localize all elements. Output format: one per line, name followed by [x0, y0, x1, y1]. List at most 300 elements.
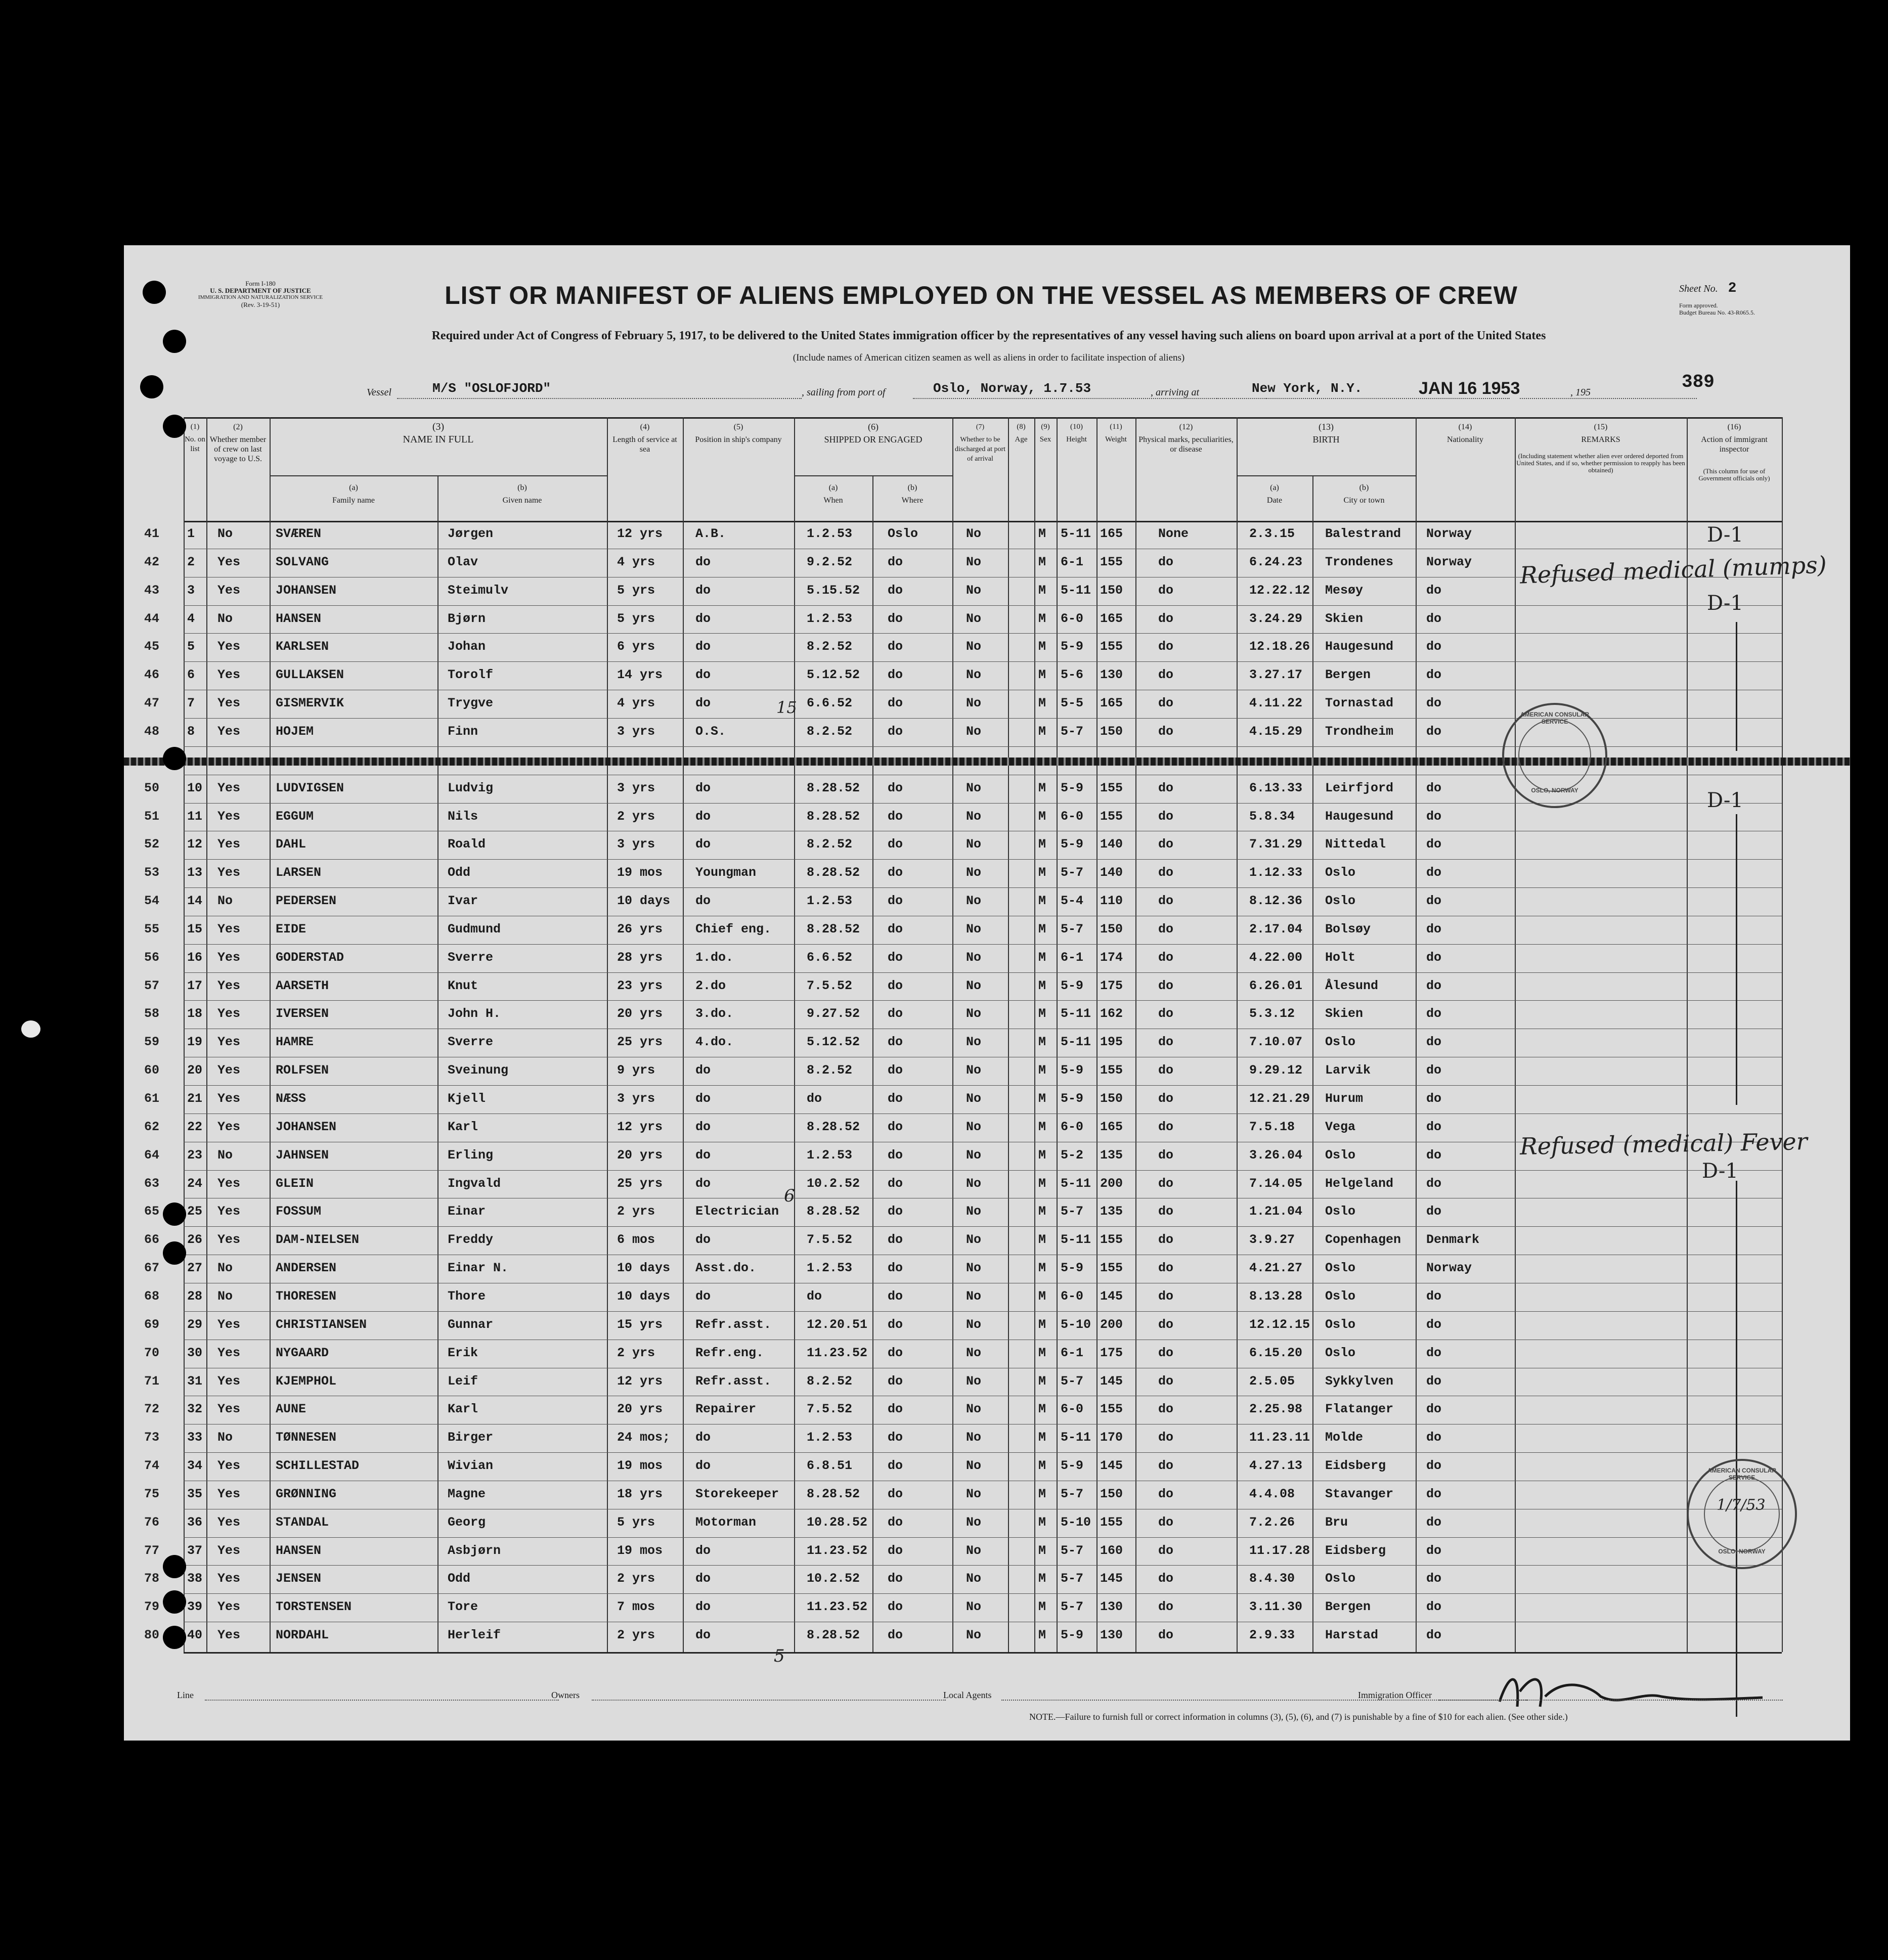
- discharge: No: [966, 1119, 982, 1134]
- physical-marks: do: [1158, 724, 1174, 739]
- birth-date: 11.17.28: [1249, 1543, 1310, 1558]
- table-row: [124, 894, 1850, 922]
- position: do: [695, 1571, 711, 1586]
- last-voyage: Yes: [217, 1232, 241, 1248]
- family-name: JOHANSEN: [276, 583, 337, 598]
- nationality: do: [1426, 583, 1442, 598]
- crew-table: [124, 245, 1850, 1741]
- position: Youngman: [695, 865, 757, 880]
- table-row: [124, 1628, 1850, 1656]
- position: do: [695, 1628, 711, 1643]
- position: do: [695, 1288, 711, 1304]
- physical-marks: do: [1158, 950, 1174, 965]
- margin-line-number: 58: [144, 1006, 160, 1021]
- last-voyage: No: [217, 1261, 233, 1276]
- shipped-when: 5.15.52: [807, 583, 860, 598]
- discharge: No: [966, 1063, 982, 1078]
- margin-line-number: 76: [144, 1514, 160, 1530]
- row-number: 10: [187, 780, 203, 795]
- discharge: No: [966, 554, 982, 569]
- physical-marks: do: [1158, 865, 1174, 880]
- height: 5-11: [1061, 1035, 1091, 1050]
- punch-hole: [140, 375, 163, 398]
- family-name: HOJEM: [276, 724, 314, 739]
- sex: M: [1038, 1571, 1046, 1586]
- birth-city: Bru: [1325, 1514, 1348, 1530]
- birth-date: 2.9.33: [1249, 1628, 1295, 1643]
- physical-marks: do: [1158, 1430, 1174, 1445]
- nationality: do: [1426, 611, 1442, 626]
- col-header-marks: (12) Physical marks, peculiarities, or disease: [1138, 423, 1234, 454]
- col-header-nationality: (14) Nationality: [1447, 423, 1483, 444]
- weight: 155: [1100, 1402, 1123, 1417]
- family-name: GRØNNING: [276, 1486, 337, 1501]
- discharge: No: [966, 1373, 982, 1389]
- sex: M: [1038, 809, 1046, 824]
- service-length: 3 yrs: [617, 837, 655, 852]
- last-voyage: Yes: [217, 978, 241, 993]
- discharge: No: [966, 1317, 982, 1332]
- punch-hole: [163, 1555, 186, 1578]
- family-name: EGGUM: [276, 809, 314, 824]
- birth-city: Balestrand: [1325, 526, 1401, 541]
- physical-marks: do: [1158, 1119, 1174, 1134]
- sex: M: [1038, 978, 1046, 993]
- service-length: 15 yrs: [617, 1317, 663, 1332]
- given-name: Herleif: [448, 1628, 501, 1643]
- physical-marks: do: [1158, 1571, 1174, 1586]
- given-name: Gunnar: [448, 1317, 494, 1332]
- given-name: Asbjørn: [448, 1543, 501, 1558]
- birth-city: Oslo: [1325, 894, 1356, 909]
- weight: 165: [1100, 611, 1123, 626]
- margin-line-number: 75: [144, 1486, 160, 1501]
- last-voyage: Yes: [217, 950, 241, 965]
- physical-marks: do: [1158, 837, 1174, 852]
- height: 5-7: [1061, 1373, 1084, 1389]
- shipped-where: do: [888, 1204, 903, 1219]
- given-name: Birger: [448, 1430, 494, 1445]
- service-length: 19 mos: [617, 865, 663, 880]
- birth-date: 3.11.30: [1249, 1599, 1303, 1615]
- nationality: do: [1426, 780, 1442, 795]
- given-name: John H.: [448, 1006, 501, 1021]
- discharge: No: [966, 1430, 982, 1445]
- discharge: No: [966, 780, 982, 795]
- height: 5-9: [1061, 639, 1084, 654]
- row-number: 13: [187, 865, 203, 880]
- action-bracket-1: [1736, 622, 1737, 751]
- height: 5-7: [1061, 1543, 1084, 1558]
- shipped-when: 5.12.52: [807, 667, 860, 683]
- physical-marks: do: [1158, 1091, 1174, 1106]
- service-length: 28 yrs: [617, 950, 663, 965]
- col-header-sex: (9) Sex: [1039, 423, 1051, 443]
- height: 5-11: [1061, 1232, 1091, 1248]
- given-name: Karl: [448, 1119, 478, 1134]
- action-mark-3: D-1: [1707, 789, 1743, 812]
- shipped-when: 7.5.52: [807, 1402, 853, 1417]
- position: do: [695, 1232, 711, 1248]
- birth-city: Trondenes: [1325, 554, 1394, 569]
- family-name: ANDERSEN: [276, 1261, 337, 1276]
- margin-line-number: 54: [144, 894, 160, 909]
- row-number: 15: [187, 921, 203, 937]
- service-length: 7 mos: [617, 1599, 655, 1615]
- last-voyage: Yes: [217, 639, 241, 654]
- shipped-where: do: [888, 583, 903, 598]
- last-voyage: Yes: [217, 696, 241, 711]
- shipped-where: do: [888, 1514, 903, 1530]
- physical-marks: do: [1158, 1204, 1174, 1219]
- sex: M: [1038, 1345, 1046, 1360]
- col-header-no: (1) No. on list: [185, 423, 205, 453]
- family-name: GULLAKSEN: [276, 667, 344, 683]
- shipped-where: do: [888, 809, 903, 824]
- nationality: do: [1426, 724, 1442, 739]
- consular-stamp-bottom: AMERICAN CONSULAR SERVICE 1/7/53 OSLO, NORWAY: [1687, 1459, 1797, 1569]
- discharge: No: [966, 1402, 982, 1417]
- discharge: No: [966, 667, 982, 683]
- birth-date: 5.3.12: [1249, 1006, 1295, 1021]
- height: 5-9: [1061, 780, 1084, 795]
- pencil-mark-6: 6: [784, 1186, 795, 1206]
- nationality: do: [1426, 1345, 1442, 1360]
- last-voyage: No: [217, 894, 233, 909]
- nationality: Denmark: [1426, 1232, 1480, 1248]
- discharge: No: [966, 865, 982, 880]
- birth-city: Sykkylven: [1325, 1373, 1394, 1389]
- row-number: 24: [187, 1176, 203, 1191]
- margin-line-number: 55: [144, 921, 160, 937]
- sex: M: [1038, 724, 1046, 739]
- position: do: [695, 1430, 711, 1445]
- height: 5-6: [1061, 667, 1084, 683]
- birth-date: 4.15.29: [1249, 724, 1303, 739]
- table-row: [124, 611, 1850, 640]
- last-voyage: Yes: [217, 1486, 241, 1501]
- margin-line-number: 45: [144, 639, 160, 654]
- subheader-line: [1237, 475, 1416, 476]
- given-name: Nils: [448, 809, 478, 824]
- discharge: No: [966, 1345, 982, 1360]
- height: 5-9: [1061, 837, 1084, 852]
- shipped-when: 5.12.52: [807, 1035, 860, 1050]
- shipped-when: 1.2.53: [807, 1147, 853, 1163]
- physical-marks: do: [1158, 667, 1174, 683]
- weight: 165: [1100, 696, 1123, 711]
- sheet-number: Sheet No. 2: [1679, 281, 1737, 296]
- weight: 150: [1100, 921, 1123, 937]
- family-name: EIDE: [276, 921, 306, 937]
- weight: 160: [1100, 1543, 1123, 1558]
- shipped-when: 6.6.52: [807, 950, 853, 965]
- weight: 155: [1100, 780, 1123, 795]
- sex: M: [1038, 1514, 1046, 1530]
- margin-line-number: 61: [144, 1091, 160, 1106]
- row-number: 1: [187, 526, 195, 541]
- nationality: do: [1426, 1006, 1442, 1021]
- vessel-name: M/S "OSLOFJORD": [432, 381, 551, 396]
- family-name: JENSEN: [276, 1571, 322, 1586]
- service-length: 19 mos: [617, 1543, 663, 1558]
- discharge: No: [966, 1006, 982, 1021]
- birth-city: Eidsberg: [1325, 1543, 1386, 1558]
- service-length: 2 yrs: [617, 1204, 655, 1219]
- row-number: 40: [187, 1628, 203, 1643]
- col-header-where: (b) Where: [901, 483, 924, 505]
- position: do: [695, 611, 711, 626]
- row-number: 26: [187, 1232, 203, 1248]
- birth-city: Flatanger: [1325, 1402, 1394, 1417]
- weight: 162: [1100, 1006, 1123, 1021]
- birth-city: Copenhagen: [1325, 1232, 1401, 1248]
- nationality: do: [1426, 1571, 1442, 1586]
- service-length: 19 mos: [617, 1458, 663, 1474]
- table-top-border: [184, 417, 1782, 419]
- height: 5-5: [1061, 696, 1084, 711]
- given-name: Leif: [448, 1373, 478, 1389]
- position: do: [695, 1599, 711, 1615]
- sex: M: [1038, 667, 1046, 683]
- margin-line-number: 73: [144, 1430, 160, 1445]
- margin-line-number: 65: [144, 1204, 160, 1219]
- weight: 145: [1100, 1288, 1123, 1304]
- sex: M: [1038, 554, 1046, 569]
- height: 5-11: [1061, 526, 1091, 541]
- service-length: 5 yrs: [617, 611, 655, 626]
- col-header-last-voyage: (2) Whether member of crew on last voyage to U.S.: [209, 423, 267, 463]
- discharge: No: [966, 1147, 982, 1163]
- physical-marks: do: [1158, 583, 1174, 598]
- position: Refr.asst.: [695, 1373, 772, 1389]
- last-voyage: Yes: [217, 724, 241, 739]
- given-name: Bjørn: [448, 611, 486, 626]
- form-approval: Form approved. Budget Bureau No. 43-R065.5.: [1679, 302, 1755, 316]
- col-header-birth: (13) BIRTH: [1312, 422, 1340, 444]
- row-number: 2: [187, 554, 195, 569]
- discharge: No: [966, 1599, 982, 1615]
- birth-city: Bergen: [1325, 667, 1371, 683]
- department-name: U. S. DEPARTMENT OF JUSTICE: [210, 287, 311, 294]
- footer-owners: Owners: [551, 1690, 580, 1700]
- discharge: No: [966, 1514, 982, 1530]
- sex: M: [1038, 1317, 1046, 1332]
- birth-date: 7.2.26: [1249, 1514, 1295, 1530]
- sex: M: [1038, 1091, 1046, 1106]
- family-name: GISMERVIK: [276, 696, 344, 711]
- row-number: 14: [187, 894, 203, 909]
- row-number: 29: [187, 1317, 203, 1332]
- shipped-when: 8.28.52: [807, 1628, 860, 1643]
- table-row: [124, 1261, 1850, 1289]
- shipped-where: do: [888, 1091, 903, 1106]
- family-name: LARSEN: [276, 865, 322, 880]
- position: O.S.: [695, 724, 726, 739]
- last-voyage: Yes: [217, 583, 241, 598]
- weight: 135: [1100, 1147, 1123, 1163]
- family-name: AUNE: [276, 1402, 306, 1417]
- last-voyage: Yes: [217, 667, 241, 683]
- last-voyage: Yes: [217, 1063, 241, 1078]
- given-name: Finn: [448, 724, 478, 739]
- discharge: No: [966, 809, 982, 824]
- shipped-when: 1.2.53: [807, 611, 853, 626]
- weight: 200: [1100, 1176, 1123, 1191]
- nationality: Norway: [1426, 526, 1472, 541]
- birth-date: 6.24.23: [1249, 554, 1303, 569]
- birth-date: 3.27.17: [1249, 667, 1303, 683]
- margin-line-number: 57: [144, 978, 160, 993]
- table-row: [124, 1317, 1850, 1346]
- service-length: 24 mos;: [617, 1430, 671, 1445]
- shipped-where: do: [888, 1006, 903, 1021]
- birth-date: 12.21.29: [1249, 1091, 1310, 1106]
- shipped-when: 8.28.52: [807, 780, 860, 795]
- shipped-when: 10.2.52: [807, 1571, 860, 1586]
- table-row: [124, 1374, 1850, 1402]
- sex: M: [1038, 1147, 1046, 1163]
- row-number: 5: [187, 639, 195, 654]
- pencil-mark-15: 15: [776, 698, 797, 717]
- last-voyage: No: [217, 1430, 233, 1445]
- position: do: [695, 667, 711, 683]
- given-name: Gudmund: [448, 921, 501, 937]
- birth-city: Oslo: [1325, 865, 1356, 880]
- service-length: 2 yrs: [617, 809, 655, 824]
- birth-date: 5.8.34: [1249, 809, 1295, 824]
- birth-date: 1.12.33: [1249, 865, 1303, 880]
- last-voyage: Yes: [217, 1543, 241, 1558]
- row-number: 30: [187, 1345, 203, 1360]
- birth-city: Stavanger: [1325, 1486, 1394, 1501]
- last-voyage: No: [217, 526, 233, 541]
- family-name: AARSETH: [276, 978, 329, 993]
- position: do: [695, 1176, 711, 1191]
- height: 5-7: [1061, 1486, 1084, 1501]
- action-mark-2: D-1: [1707, 592, 1743, 615]
- shipped-where: do: [888, 554, 903, 569]
- service-length: 20 yrs: [617, 1147, 663, 1163]
- birth-city: Mesøy: [1325, 583, 1364, 598]
- footer-officer: Immigration Officer: [1358, 1690, 1432, 1700]
- margin-line-number: 62: [144, 1119, 160, 1134]
- physical-marks: do: [1158, 978, 1174, 993]
- row-number: 35: [187, 1486, 203, 1501]
- family-name: NÆSS: [276, 1091, 306, 1106]
- shipped-when: 11.23.52: [807, 1599, 868, 1615]
- discharge: No: [966, 696, 982, 711]
- height: 5-10: [1061, 1514, 1091, 1530]
- service-length: 9 yrs: [617, 1063, 655, 1078]
- sex: M: [1038, 1628, 1046, 1643]
- service-length: 2 yrs: [617, 1345, 655, 1360]
- discharge: No: [966, 526, 982, 541]
- family-name: GODERSTAD: [276, 950, 344, 965]
- service-name: IMMIGRATION AND NATURALIZATION SERVICE: [198, 294, 323, 300]
- shipped-when: 1.2.53: [807, 1430, 853, 1445]
- manifest-sheet: [124, 245, 1850, 1741]
- birth-date: 2.5.05: [1249, 1373, 1295, 1389]
- table-row: [124, 1006, 1850, 1035]
- birth-city: Oslo: [1325, 1571, 1356, 1586]
- shipped-where: do: [888, 696, 903, 711]
- family-name: THORESEN: [276, 1288, 337, 1304]
- sex: M: [1038, 1006, 1046, 1021]
- birth-date: 8.13.28: [1249, 1288, 1303, 1304]
- service-length: 10 days: [617, 894, 671, 909]
- weight: 145: [1100, 1373, 1123, 1389]
- table-row: [124, 922, 1850, 950]
- shipped-where: do: [888, 1571, 903, 1586]
- row-number: 7: [187, 696, 195, 711]
- dust-speck: [21, 1020, 40, 1038]
- col-header-shipped: (6) SHIPPED OR ENGAGED: [824, 422, 923, 444]
- sex: M: [1038, 894, 1046, 909]
- service-length: 10 days: [617, 1261, 671, 1276]
- nationality: do: [1426, 1373, 1442, 1389]
- weight: 145: [1100, 1571, 1123, 1586]
- birth-date: 4.21.27: [1249, 1261, 1303, 1276]
- birth-date: 12.22.12: [1249, 583, 1310, 598]
- birth-city: Bergen: [1325, 1599, 1371, 1615]
- given-name: Torolf: [448, 667, 494, 683]
- given-name: Ivar: [448, 894, 478, 909]
- row-number: 17: [187, 978, 203, 993]
- nationality: do: [1426, 1147, 1442, 1163]
- shipped-where: do: [888, 667, 903, 683]
- discharge: No: [966, 1204, 982, 1219]
- service-length: 3 yrs: [617, 1091, 655, 1106]
- height: 6-1: [1061, 950, 1084, 965]
- birth-city: Holt: [1325, 950, 1356, 965]
- birth-city: Skien: [1325, 611, 1364, 626]
- height: 5-9: [1061, 1063, 1084, 1078]
- table-row: [124, 1571, 1850, 1599]
- given-name: Einar: [448, 1204, 486, 1219]
- physical-marks: do: [1158, 921, 1174, 937]
- row-number: 39: [187, 1599, 203, 1615]
- margin-line-number: 50: [144, 780, 160, 795]
- physical-marks: None: [1158, 526, 1189, 541]
- discharge: No: [966, 1091, 982, 1106]
- discharge: No: [966, 724, 982, 739]
- col-header-given-name: (b) Given name: [502, 483, 542, 505]
- last-voyage: Yes: [217, 1571, 241, 1586]
- weight: 170: [1100, 1430, 1123, 1445]
- discharge: No: [966, 978, 982, 993]
- birth-city: Nittedal: [1325, 837, 1386, 852]
- discharge: No: [966, 921, 982, 937]
- margin-line-number: 69: [144, 1317, 160, 1332]
- weight: 150: [1100, 724, 1123, 739]
- birth-city: Skien: [1325, 1006, 1364, 1021]
- page-title: LIST OR MANIFEST OF ALIENS EMPLOYED ON THE VESSEL AS MEMBERS OF CREW: [445, 281, 1518, 309]
- birth-date: 11.23.11: [1249, 1430, 1310, 1445]
- sex: M: [1038, 1430, 1046, 1445]
- margin-line-number: 70: [144, 1345, 160, 1360]
- height: 6-0: [1061, 1119, 1084, 1134]
- weight: 150: [1100, 583, 1123, 598]
- last-voyage: Yes: [217, 1176, 241, 1191]
- given-name: Einar N.: [448, 1261, 509, 1276]
- weight: 155: [1100, 554, 1123, 569]
- weight: 195: [1100, 1035, 1123, 1050]
- weight: 155: [1100, 1261, 1123, 1276]
- birth-city: Ålesund: [1325, 978, 1379, 993]
- col-header-action-note: (This column for use of Government officials only): [1698, 467, 1770, 482]
- service-length: 20 yrs: [617, 1006, 663, 1021]
